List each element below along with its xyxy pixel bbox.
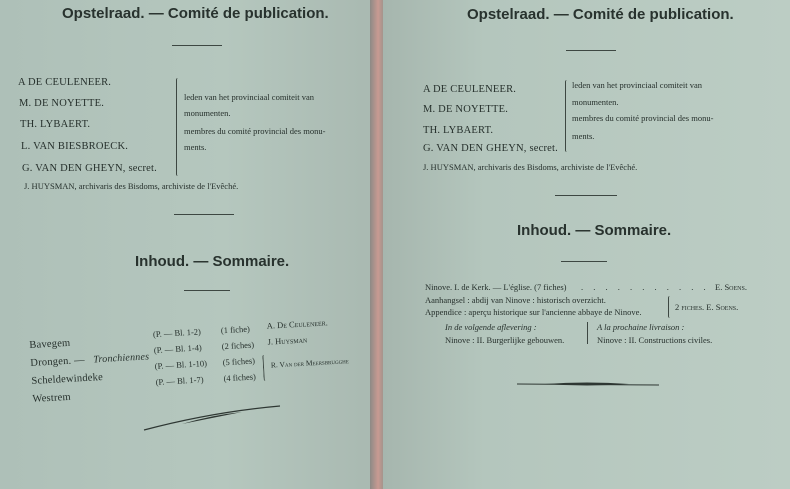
right-page — [383, 0, 790, 489]
next-issue-label-nl: In de volgende aflevering : — [445, 322, 537, 332]
left-member-5: G. VAN DEN GHEYN, secret. — [22, 163, 157, 174]
right-entry-1-leader: . . . . . . . . . . . — [581, 282, 710, 292]
entry-count: (1 fiche) — [220, 323, 251, 336]
left-title: Opstelraad. — Comité de publication. — [62, 5, 329, 22]
right-member-1: A DE CEULENEER. — [423, 84, 517, 95]
entry-author: A. De Ceuleneer. — [266, 317, 328, 331]
entry-place: Bavegem — [29, 337, 71, 352]
entry-ref: (P. — Bl. 1-4) — [153, 342, 203, 356]
next-issue-nl: Ninove : II. Burgerlijke gebouwen. — [445, 335, 565, 345]
right-note-line-4: ments. — [572, 131, 595, 141]
left-note-line-3: membres du comité provincial des monu- — [184, 126, 326, 136]
entry-brace — [262, 355, 268, 381]
right-contents-rule — [561, 261, 607, 262]
right-entry-1-author: E. Soens. — [715, 282, 747, 292]
right-member-2: M. DE NOYETTE. — [423, 104, 509, 115]
right-note-line-3: membres du comité provincial des monu- — [572, 113, 714, 123]
left-ornament — [142, 400, 282, 436]
right-contents-title: Inhoud. — Sommaire. — [517, 222, 672, 239]
right-note-line-1: leden van het provinciaal comiteit van — [572, 80, 703, 90]
left-member-4: L. VAN BIESBROECK. — [21, 141, 129, 152]
entry-author: J. Huysman — [267, 334, 308, 347]
right-entry-3: Appendice : aperçu historique sur l'ancienne abbaye de Ninove. — [425, 307, 642, 317]
left-note-line-2: monumenten. — [184, 108, 231, 118]
left-contents-list — [27, 287, 372, 406]
right-entry-brace — [668, 296, 673, 318]
right-title-rule — [566, 50, 616, 51]
next-issue-divider — [587, 322, 588, 344]
left-note-line-4: ments. — [184, 142, 207, 152]
left-member-3: TH. LYBAERT. — [20, 119, 91, 130]
entry-count: (4 fiches) — [223, 371, 257, 384]
entry-subtitle: Tronchiennes — [93, 351, 150, 366]
next-issue-label-fr: A la prochaine livraison : — [597, 322, 685, 332]
left-contents-rule — [184, 290, 230, 291]
right-title: Opstelraad. — Comité de publication. — [467, 6, 734, 23]
left-page — [0, 0, 375, 489]
right-appendix-note: 2 fiches. E. Soens. — [675, 302, 739, 312]
left-member-1: A DE CEULENEER. — [18, 77, 112, 88]
left-member-brace — [176, 78, 181, 176]
entry-count: (2 fiches) — [221, 339, 255, 352]
entry-ref: (P. — Bl. 1-7) — [155, 374, 204, 388]
right-mid-rule — [555, 195, 617, 196]
next-issue-fr: Ninove : II. Constructions civiles. — [597, 335, 713, 345]
right-entry-2: Aanhangsel : abdij van Ninove : historisch overzicht. — [425, 295, 606, 305]
entry-author: R. Van der Meersbrugghe — [270, 356, 350, 370]
right-entry-1: Ninove. I. de Kerk. — L'église. (7 fiches) — [425, 282, 567, 292]
right-member-3: TH. LYBAERT. — [423, 125, 494, 136]
right-archivist: J. HUYSMAN, archivaris des Bisdoms, archiviste de l'Evêché. — [423, 162, 638, 172]
entry-place: Westrem — [32, 391, 72, 405]
entry-ref: (P. — Bl. 1-10) — [154, 358, 208, 372]
entry-place: Scheldewindeke — [31, 371, 104, 387]
entry-count: (5 fiches) — [222, 355, 256, 368]
left-archivist: J. HUYSMAN, archivaris des Bisdoms, archiviste de l'Evêché. — [24, 181, 239, 191]
right-member-brace — [565, 80, 570, 152]
left-title-rule — [172, 45, 222, 46]
entry-ref: (P. — Bl. 1-2) — [152, 326, 202, 340]
left-mid-rule — [174, 214, 234, 215]
right-note-line-2: monumenten. — [572, 97, 619, 107]
left-member-2: M. DE NOYETTE. — [19, 98, 105, 109]
right-ornament — [515, 378, 661, 390]
right-member-4: G. VAN DEN GHEYN, secret. — [423, 143, 558, 154]
entry-place: Drongen. — — [30, 354, 86, 369]
left-note-line-1: leden van het provinciaal comiteit van — [184, 92, 315, 102]
left-contents-title: Inhoud. — Sommaire. — [135, 253, 290, 270]
